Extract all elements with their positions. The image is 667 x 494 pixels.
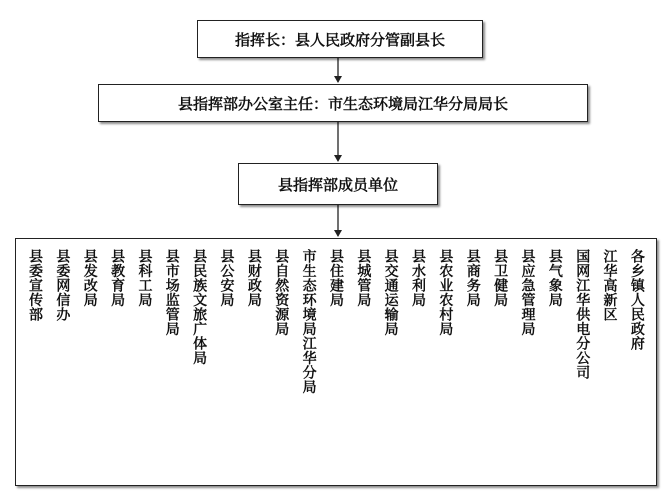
office-director-box [98, 84, 588, 122]
member-units-box [15, 238, 657, 486]
member-unit-18: 县卫健局 [492, 249, 509, 307]
member-unit-1: 县委宣传部 [27, 249, 43, 322]
member-unit-13: 县城管局 [355, 249, 372, 307]
member-unit-17: 县商务局 [464, 249, 481, 307]
member-unit-14: 县交通运输局 [382, 249, 399, 336]
office-director-label: 县指挥部办公室主任：市生态环境局江华分局局长 [177, 94, 508, 113]
member-unit-19: 县应急管理局 [519, 249, 536, 336]
member-unit-4: 县教育局 [109, 249, 126, 307]
member-unit-23: 各乡镇人民政府 [628, 249, 645, 351]
member-unit-7: 县民族文旅广体局 [191, 249, 208, 365]
member-unit-15: 县水利局 [410, 249, 427, 307]
member-unit-9: 县财政局 [245, 249, 262, 307]
member-unit-12: 县住建局 [327, 249, 344, 307]
member-unit-8: 县公安局 [218, 249, 235, 307]
member-units-title-box [238, 163, 438, 205]
member-unit-3: 县发改局 [81, 249, 98, 307]
member-unit-16: 县农业农村局 [437, 249, 454, 336]
member-unit-5: 县科工局 [136, 249, 153, 307]
commander-box [197, 20, 483, 58]
member-unit-22: 江华高新区 [601, 249, 618, 322]
member-unit-2: 县委网信办 [54, 249, 71, 322]
member-unit-6: 县市场监管局 [163, 249, 180, 336]
member-units-title-label: 县指挥部成员单位 [277, 175, 398, 194]
member-unit-21: 国网江华供电分公司 [574, 249, 591, 380]
member-unit-11: 市生态环境局江华分局 [300, 249, 317, 394]
commander-label: 指挥长：县人民政府分管副县长 [234, 30, 445, 49]
member-unit-20: 县气象局 [546, 249, 563, 307]
member-unit-10: 县自然资源局 [273, 249, 290, 336]
